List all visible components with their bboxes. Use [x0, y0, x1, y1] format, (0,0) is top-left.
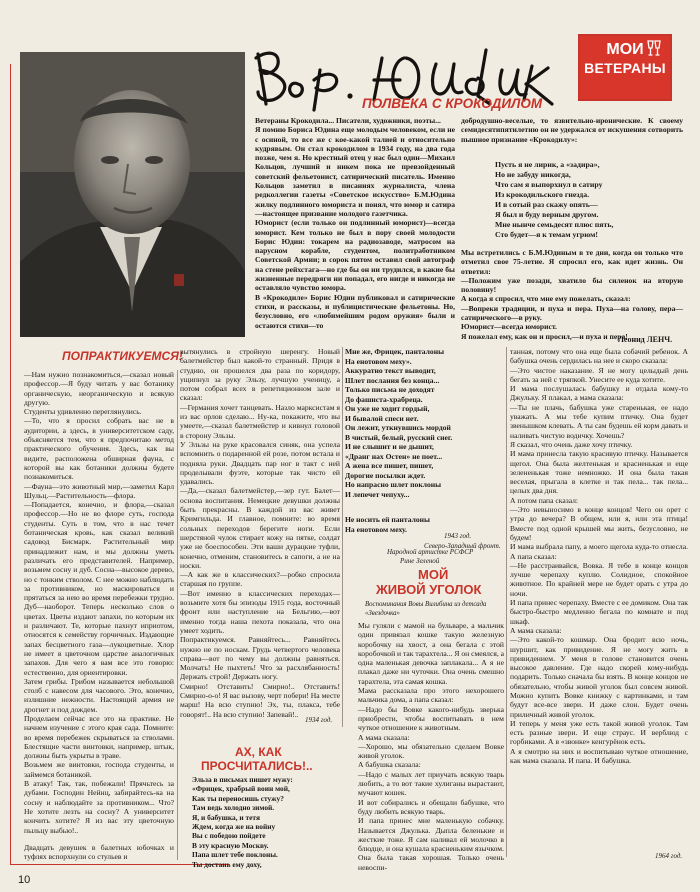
corner-credit-line-1: Народной артистке РСФСР — [387, 548, 474, 556]
corner-subtitle: Воспоминания Вовы Вилибина из детсада «Звездочка» — [365, 601, 487, 617]
section-practice-date: 1934 год. — [305, 716, 333, 724]
corner-title-line-1: МОЙ — [418, 567, 449, 582]
main-article-column-2-intro: добродушно-веселые, то язвительно-иронические. К своему семидесятипятилетию он не удержался от искушения сотворить пышное признание «Крокодилу»: — [461, 116, 683, 144]
main-article-column-1: Ветераны Крокодила... Писатели, художники, поэты... Я помню Бориса Юдина еще молодым человеком, если не с осиной, то все же с кое-какой талией и относительно кудрявым. Он стал крокодилом в 1934 году, на два года позже, чем я. Но крестный отец у нас был один—Михаил Кольцов, лучший и никем пока не превзойденный советский фельетонист, сатирический писатель. Именно Кольцов заметил в писаниях журналиста, члена редколлегии газеты «Советское искусство» Б.М.Юдина жилку подлинного юмориста и понял, что юмор и сатира—настоящее призвание молодого газетчика. Юморист (если только он подлинный юморист)—всегда юморист. Кем только не был в пору своей молодости Борис Юдин: токарем на радиозаводе, матросом на парусном корабле, студентом, политработником Советской Армии; в сорок пятом оставил свой автограф на стене рейхстага—но где бы он ни трудился, в какие бы жизненные передряги ни попадал, его нигде и никогда не оставляло чувство юмора. В «Крокодиле» Борис Юдин публиковал и сатирические стихи, и рассказы, и публицистические фельетоны. Но, безусловно, его «любимейшим родом оружия» были и остаются стихи—то — [255, 116, 455, 330]
corner-column-2: танная, потому что она еще была собачий ребенок. А бабушка очень сердилась на нее и скоро сказала: —Это чистое наказание. Я не могу целыдый день бегать за ней с тряпкой. Унесите ее куда хотите. И мама послушалась бабушку и отдала кому-то Джульку. Я плакал, а мама сказала: —Ты не плачь, бабушка уже старенькая, ее надо уважать. А мы тебе купим птичку. Она будет звенышком клевать. А ты сам будешь ей корм давать и наливать чистую водичку. Хочешь? Я сказал, что очень даже хочу птичку. И мама принесла такую красивую птичку. Называется щегол. Она была желтенькая и красненькая и еще зелененькая тоже немножко. И она была такая веселая, прыгала в клетке и так пела... так пела... целых два дня. А потом папа сказал: —Это невыносимо в конце концов! Чего он орет с утра до вечера? В общем, или я, или эта птица! Вместе под одной крышей мы жить, безусловно, не будем! И мама выбрала папу, а моего щегола куда-то отнесла. А папа сказал: —Не расстраивайся, Вовка. Я тебе в конце концов лучше черепаху куплю. Солидное, спокойное животное. По крайней мере не будет орать с утра до ночи. И папа принес черепаху. Вместе с ее домиком. Она так быстро-быстро медленно бегала по комнате и под шкаф. А мама сказала: —Это какой-то кошмар. Она бродит всю ночь, шуршит, как привидение. Я не могу жить в привидением. У меня в голове становится очень высокое давление. Где надо скорей кому-нибудь подарить. Только сначала бы взять. В конце концов не обязательно, чтобы живой уголок был совсем живой. Можно купить Вовке книжку с картинками, и там будут все-все звери. И даже слон. Будет очень приличный живой уголок. И теперь у меня уже есть такой живой уголок. Там есть разные звери. И еще страус. И верблюд с горбиками. А в «звонке» кенгурёнок есть. А я смотрю на них и воспитываю чуткое отношение, как мама сказала. И папа. И бабушка. — [510, 347, 688, 766]
column-separator — [342, 347, 343, 727]
main-article-author: Леонид ЛЕНЧ. — [618, 335, 673, 344]
corner-title-line-2: ЖИВОЙ УГОЛОК — [376, 582, 482, 597]
left-border-rule — [10, 64, 11, 864]
section-howcalc-title-line-1: АХ, КАК — [235, 745, 282, 759]
section-practice-title: ПОПРАКТИКУЕМСЯ! — [62, 349, 183, 363]
middle-poem-source: Северо-Западный фронт. — [424, 542, 501, 550]
main-article-column-2-body: Мы встретились с Б.М.Юдиным в те дни, когда он только что отметил свое 75-летие. Я спросил его, как идет жизнь. Он ответил: —Положим уже позади, хватило бы силенок на вторую половину! А когда я спросил, что мне ему пожелать, сказал: —Вопреки традиции, и пуха и пера. Пуха—на голову, пера—сатирического—в руку. Юморист—всегда юморист. Я пожелал ему, как он и просил,—и пуха и пера! — [461, 248, 683, 341]
corner-column-1: Мы гуляли с мамой на бульваре, а мальчик один привязал кошке такую железную коробочку на хвост, а она бегала с этой коробочкой и так тарахтела... Я он смеялся, а одна маленькая девочка заплакала... А я не плакал даже ни чуточки. Она очень смешно тарахтела, эта самая кошка. Мама рассказала про этого нехорошего мальчика дома, а папа сказал: —Надо бы Вовке какого-нибудь зверька приобрести, чтобы воспитывать в нем чуткое отношение к животным. А мама сказала: —Хорошо, мы обязательно сделаем Вовке живой уголок. А бабушка сказала: —Надо с малых лет приучать всякую тварь любить, а то вот такие хулиганы вырастают, мучают кошек. И вот собирались и обещали бабушке, что буду любить всякую тварь. И папа принес мне маленькую собачку. Называется Джулька. Дыпла беленькие и жесткие тоже. Я сам наливал ей молочко в блюдце, и она кушала красненьким язычком. Она была такая хорошая. Только очень невоспи- — [358, 621, 504, 872]
column-badge — [578, 34, 672, 101]
main-article-poem: Пусть я не лирик, а «задира», Но не забуду никогда, Что сам я выпорхнул в сатиру Из крокодильского гнезда. И в сотый раз скажу опять— Я был и буду верным другом. Мне нынче семьдесят плюс пять, Сто будет—я к темам угрюм! — [495, 160, 614, 239]
page-number: 10 — [18, 874, 31, 886]
corner-credit-line-2: Рине Зеленой — [400, 557, 440, 565]
middle-poem-tail: Не носить ей панталоны На енотовом меху. — [345, 515, 430, 534]
badge-line-1: МОИ — [606, 41, 644, 58]
section-practice-column-2: вытянулись в стройную шеренгу. Новый балетмейстер был какой-то странный. Придя в студию, он прошелся два раза по коридору, ущипнул за руку Эльзу, лучшую ученицу, а потом собрал всех в репетиционном зале и сказал: —Германия хочет танцевать. Назло марксистам я из вас орлов сделаю... Ну-ка, покажите, что вы умеете,—сказал балетмейстер и кивнул головой в сторону Эльзы. У Эльзы на руке красовался синяк, она успела вспомнить о подаренной ей розе, потом встала и подняла руки. Двадцать пар ног в такт с ней проделывали фуэте, которые так чисто ей удавались. —Да,—сказал балетмейстер,—зер гут. Балет—основа воспитания. Немецкие девушки должны быть прекрасны. В каждой из вас живет Кримгильда. И главное, помните: во время сольных переходов берегите ноги. Если шерстяной чулок стирает кожу на пятке, солдат уже не боеспособен. Эти ваши дурацкие туфли, конечно, отменим, становитесь в сапоги, а не на носки. —А как же в классических?—робко спросила старшая по группе. —Вот именно в классических переходах—возьмите хотя бы эпизоды 1915 года, восточный фронт или наступление на Бельгию,—вот именно тогда наша пехота показала, что она умеет ходить. Попрактикуемся. Равняйтесь... Равняйтесь нужно не по носкам. Грудь четвертого человека справа—вот по чему вы должны равняться. Молчать! Не пыхтеть! Что за расхлябанность! Держать строй! Держать ногу. Смирно! Отставить! Смирно!.. Отставить! Смирно-о-о! Я вас вызову, черт побери! На месте марш! На всю ступню! Эх, ты, плакса, тебе говорят!.. На всю ступню! Запевай!.. — [180, 347, 340, 719]
toast-glasses-icon — [646, 40, 662, 58]
portrait-photo — [20, 52, 245, 337]
main-article-title: ПОЛВЕКА С КРОКОДИЛОМ — [362, 96, 543, 111]
corner-date: 1964 год. — [655, 852, 683, 860]
middle-poem-date: 1943 год. — [444, 532, 472, 540]
section-howcalc-title-line-2: ПРОСЧИТАЛИСЬ!.. — [201, 759, 313, 773]
column-separator — [177, 370, 178, 860]
section-howcalc-poem: Эльза в письмах пишет мужу: «Фрицек, храбрый воин мой, Как ты переносишь стужу? Там ведь холодно зимой. Я, и бабушка, и тетя Ждем, когда же на войну Вы с победою пойдете В эту красную Москву. Папа шлет тебе поклоны. Ты достань ему доху, — [192, 775, 293, 869]
badge-line-2: ВЕТЕРАНЫ — [584, 60, 666, 76]
section-practice-column-1: —Нам нужно познакомиться,—сказал новый профессор.—Я буду читать у вас ботанику органическую, неорганическую и всякую другую. Студенты удивленно переглянулись. —То, что я просил собрать вас не в аудитории, а здесь, в университетском саду, объясняется тем, что я предпочитаю метод практического обучения. Здесь, как вы видите, расположена обширная фауна, с которой вы как ботаники должны будете познакомиться. —Фауна—это животный мир,—заметил Карл Шульц.—Растительность—флора. —Попадается, конечно, и флора,—сказал профессор.—Но не во флоре суть, господа студенты. Суть в том, что в нас течет ботаническая кровь, как сказал великий садовод Бисмарк. Растительный мир принадлежит нам, и мы должны уметь различать его представителей. Например, возьмем сосну и дуб. Сосна—высокое дерево, но с тонким стволом. С нее можно наблюдать за противником, но маскироваться и прятаться за нею во время перебежки трудно. Дуб—наоборот. Теперь несколько слов о цветах. Цветы издают запахи, по которым их и различают. Те, которые пахнут иприотом, относятся к семейству горчичных. Издающие запах бесцветного газа—лукоцветные. Хлор не имеет в цветочном царстве аналогичных запахов. Для чего я вам все это говорю: естественно, для ориентировки. Затем грибы. Грибом называется небольшой столб с навесом для часового. Это, конечно, излишние нежности. Настоящий армия не дрогнет и под дождем. Проделаем сейчас все это на практике. Не начнем изучение с этого края сада. Помните: во время перебежек скрываться за стволами. Блестящие части винтовки, например, штык, должны быть укрыты в траве. Возьмем же винтовки, господа студенты, и займемся ботаникой. В атаку! Так, так, побежали! Прячьтесь за дубами. Господин Нейнц, забирайтесь-ка на сосну и наблюдайте за противником... Что? Не хотите лезть на сосну? А университет кончить хотите? Я из вас эту цветочную пыльцу выбью!.. — [24, 370, 174, 835]
column-separator — [506, 347, 507, 857]
section-practice-column-1-tail: Двадцать девушек в балетных юбочках и туфлях вспорхнули со стульев и — [24, 843, 174, 862]
middle-poem: Мне же, Фрицек, панталоны На енотовом меху». Аккуратно текст выводит, Шлет послания без конца... Только письма не доходят До фашиста-храбреца. Он уже не ходит гордый, И бывалой спеси нет. Он лежит, уткнувшись мордой В чистый, белый, русский снег. И не слышит и не дышит, «Дранг нах Остен» не поет... А жена все пишет, пишет, Дорогие посылки ждет. Но напрасно шлет поклоны И лепечет чепуху... — [345, 347, 453, 499]
